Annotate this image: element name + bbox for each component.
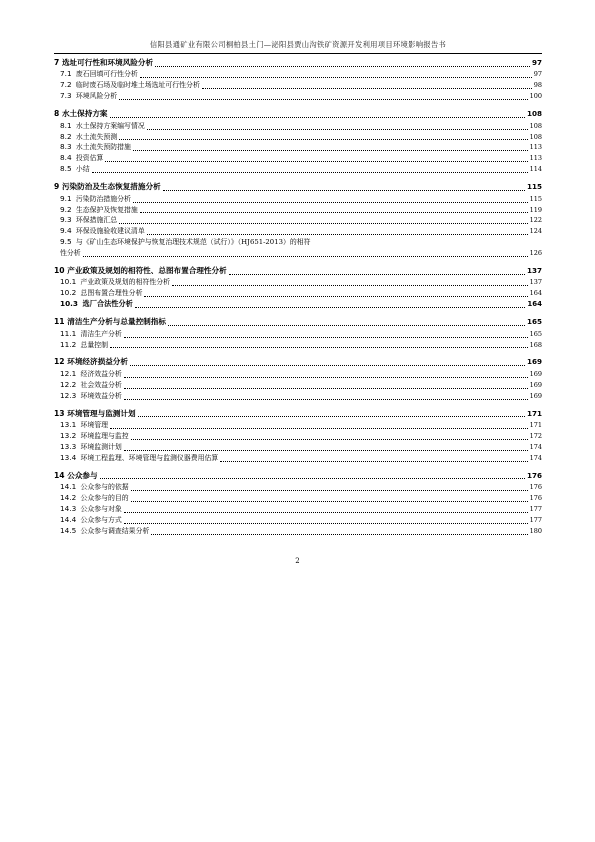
toc-section-13.4[interactable] [54, 453, 542, 464]
leader-dots [144, 296, 527, 297]
section-title: 环保措施汇总 [75, 216, 118, 225]
section-title-line2: 性分析 [60, 249, 81, 258]
toc-section-8.1[interactable] [54, 121, 542, 132]
leader-dots [229, 274, 525, 275]
section-page: 137 [529, 278, 542, 287]
section-number: 11.1 [60, 328, 77, 338]
section-page: 177 [529, 504, 542, 513]
section-label [60, 493, 129, 504]
leader-dots [168, 325, 525, 326]
leader-dots [131, 501, 528, 502]
section-title: 环境监测计划 [80, 442, 122, 451]
section-number: 12.2 [60, 379, 77, 389]
toc-section-7.3[interactable] [54, 91, 542, 102]
toc-chapter-12[interactable] [54, 356, 542, 369]
section-title: 选厂合法性分析 [82, 299, 133, 309]
section-page: 100 [529, 92, 542, 101]
chapter-title: 产业政策及规划的相符性、总图布置合理性分析 [67, 266, 227, 275]
section-title: 污染防治措施分析 [75, 194, 131, 203]
section-label [60, 329, 122, 340]
chapter-number: 7 [54, 58, 60, 67]
section-label [60, 91, 117, 102]
section-number: 14.2 [60, 493, 77, 503]
leader-dots [138, 416, 525, 417]
toc-section-9.3[interactable] [54, 215, 542, 226]
section-page: 165 [529, 329, 542, 338]
toc-section-10.1[interactable] [54, 278, 542, 289]
leader-dots [147, 234, 528, 235]
chapter-number: 14 [54, 470, 65, 480]
section-title: 水土流失预测 [75, 132, 118, 141]
chapter-page: 176 [526, 470, 542, 480]
chapter-title: 污染防治及生态恢复措施分析 [61, 182, 161, 192]
chapter-page: 165 [526, 317, 542, 327]
toc-chapter-7[interactable] [54, 57, 542, 70]
toc-section-9.5[interactable] [54, 237, 542, 259]
chapter-number: 13 [54, 408, 65, 418]
section-number: 12.1 [60, 368, 77, 378]
toc-section-9.4[interactable] [54, 226, 542, 237]
toc-section-7.2[interactable] [54, 80, 542, 91]
section-title: 环境监理与监控 [80, 432, 129, 440]
section-label [60, 380, 122, 391]
leader-dots [119, 223, 527, 224]
chapter-page: 115 [526, 182, 542, 192]
section-number: 14.1 [60, 482, 77, 492]
leader-dots [119, 139, 527, 140]
toc-chapter-9[interactable] [54, 181, 542, 194]
section-label [60, 299, 133, 310]
section-number: 9.2 [60, 204, 72, 214]
leader-dots [220, 461, 527, 462]
toc-section-12.1[interactable] [54, 369, 542, 380]
leader-dots [83, 256, 528, 257]
section-title: 小结 [75, 165, 90, 174]
section-label [60, 442, 122, 453]
section-page: 115 [529, 194, 542, 203]
section-title: 公众参与方式 [80, 515, 122, 524]
toc-section-8.2[interactable] [54, 132, 542, 143]
section-label [60, 515, 122, 526]
leader-dots [133, 150, 528, 151]
section-number: 14.5 [60, 525, 77, 535]
toc-chapter-11[interactable] [54, 316, 542, 329]
section-number: 14.4 [60, 514, 77, 524]
section-title: 总图布置合理性分析 [80, 289, 143, 298]
section-label [60, 391, 122, 402]
section-page: 126 [529, 249, 542, 258]
chapter-number: 11 [54, 317, 65, 327]
leader-dots [140, 212, 528, 213]
section-number: 9.4 [60, 226, 72, 236]
leader-dots [131, 439, 528, 440]
section-page: 176 [529, 483, 542, 492]
section-label [60, 69, 138, 80]
section-title: 环境风险分析 [75, 92, 118, 101]
section-label [60, 142, 131, 153]
section-page: 113 [529, 143, 542, 152]
section-page: 176 [529, 494, 542, 503]
chapter-number: 12 [54, 357, 65, 367]
section-page: 113 [529, 154, 542, 163]
chapter-title: 选址可行性和环境风险分析 [61, 58, 154, 67]
section-number: 7.3 [60, 91, 72, 101]
section-title: 水土保持方案编写情况 [75, 121, 145, 130]
section-label [60, 277, 170, 288]
running-header: 信阳县通矿业有限公司桐柏县土门—泌阳县贾山沟铁矿资源开发利用项目环境影响报告书 [149, 40, 447, 49]
chapter-label [54, 265, 227, 278]
toc-section-13.3[interactable] [54, 442, 542, 453]
leader-dots [131, 490, 528, 491]
section-page: 169 [529, 369, 542, 378]
leader-dots [100, 478, 525, 479]
toc-section-7.1[interactable] [54, 70, 542, 81]
toc-chapter-13[interactable] [54, 408, 542, 421]
section-page: 172 [529, 432, 542, 440]
section-number: 9.5 [60, 237, 72, 247]
section-label-line1 [60, 237, 542, 248]
leader-dots [140, 77, 532, 78]
section-page: 124 [529, 227, 542, 236]
leader-dots [92, 172, 528, 173]
section-title: 公众参与对象 [80, 504, 122, 513]
leader-dots [124, 388, 528, 389]
section-page: 164 [527, 300, 542, 309]
toc-section-14.1[interactable] [54, 482, 542, 493]
section-page: 169 [529, 391, 542, 400]
chapter-number: 9 [54, 182, 60, 192]
section-label [60, 453, 218, 464]
section-label [60, 80, 200, 91]
page-number: 2 [295, 557, 300, 565]
leader-dots [202, 88, 532, 89]
chapter-label [54, 181, 161, 194]
section-label [60, 205, 138, 216]
toc-section-8.4[interactable] [54, 153, 542, 164]
section-title: 产业政策及规划的相符性分析 [80, 278, 171, 287]
leader-dots [105, 161, 527, 162]
section-label [60, 164, 90, 175]
toc-section-10.2[interactable] [54, 288, 542, 299]
section-title: 清洁生产分析 [80, 329, 122, 338]
section-page: 119 [529, 205, 542, 214]
toc-section-14.2[interactable] [54, 493, 542, 504]
chapter-label [54, 408, 136, 421]
chapter-page: 108 [526, 109, 542, 119]
section-number: 7.1 [60, 69, 72, 79]
section-number: 13.4 [60, 452, 77, 462]
section-number: 8.3 [60, 142, 72, 152]
chapter-page: 171 [526, 408, 542, 418]
section-label [60, 431, 129, 442]
leader-dots [147, 129, 528, 130]
section-label [60, 226, 145, 237]
section-number: 11.2 [60, 339, 77, 349]
chapter-label [54, 316, 166, 329]
leader-dots [124, 337, 528, 338]
section-page: 177 [529, 515, 542, 524]
header-rule [54, 53, 542, 54]
section-number: 10.2 [60, 288, 77, 298]
section-page: 108 [529, 132, 542, 141]
leader-dots [155, 66, 530, 67]
chapter-page: 169 [526, 357, 542, 367]
section-label [60, 420, 108, 431]
toc-section-11.1[interactable] [54, 329, 542, 340]
leader-dots [110, 347, 528, 348]
chapter-number: 10 [54, 266, 65, 275]
section-title: 公众参与调查结果分析 [80, 526, 150, 535]
toc-section-8.5[interactable] [54, 164, 542, 175]
leader-dots [124, 399, 528, 400]
section-page: 98 [533, 81, 542, 90]
chapter-label [54, 108, 108, 121]
section-label [60, 369, 122, 380]
section-number: 9.3 [60, 215, 72, 225]
toc-section-8.3[interactable] [54, 142, 542, 153]
toc-section-13.1[interactable] [54, 420, 542, 431]
section-title: 水土流失预防措施 [75, 143, 131, 152]
section-label [60, 121, 145, 132]
leader-dots [124, 377, 528, 378]
section-page: 169 [529, 380, 542, 389]
toc-chapter-8[interactable] [54, 108, 542, 121]
section-page: 174 [529, 442, 542, 451]
section-number: 13.3 [60, 441, 77, 451]
section-page: 180 [529, 526, 542, 535]
chapter-label [54, 470, 98, 483]
section-title: 总量控制 [80, 340, 109, 349]
section-title: 公众参与的目的 [80, 494, 129, 503]
section-number: 8.1 [60, 120, 72, 130]
section-number: 13.2 [60, 431, 77, 440]
chapter-title: 清洁生产分析与总量控制指标 [67, 317, 166, 327]
leader-dots [133, 202, 528, 203]
toc-section-10.3[interactable] [54, 299, 542, 310]
chapter-title: 环境经济损益分析 [67, 357, 128, 367]
leader-dots [124, 523, 528, 524]
toc-section-9.2[interactable] [54, 205, 542, 216]
toc-section-13.2[interactable] [54, 431, 542, 442]
section-label [60, 288, 142, 299]
leader-dots [172, 285, 528, 286]
section-label [60, 132, 117, 143]
toc-section-11.2[interactable] [54, 340, 542, 351]
section-number: 12.3 [60, 390, 77, 400]
section-number: 13.1 [60, 420, 77, 430]
section-number: 10.1 [60, 277, 77, 287]
section-title: 经济效益分析 [80, 369, 122, 378]
section-page: 114 [529, 165, 542, 174]
section-page: 171 [529, 421, 542, 430]
chapter-title: 公众参与 [67, 470, 98, 480]
section-title: 投资估算 [75, 154, 104, 163]
section-page: 168 [529, 340, 542, 349]
section-title: 废石回填可行性分析 [75, 70, 138, 79]
leader-dots [110, 117, 525, 118]
section-number: 8.2 [60, 131, 72, 141]
section-title: 环境效益分析 [80, 391, 122, 400]
chapter-page: 97 [531, 58, 542, 67]
section-page: 164 [529, 289, 542, 298]
section-label-line2 [60, 248, 542, 259]
toc-section-12.2[interactable] [54, 380, 542, 391]
chapter-title: 水土保持方案 [61, 109, 108, 119]
chapter-page: 137 [526, 266, 542, 275]
section-label [60, 340, 108, 351]
section-page: 174 [529, 453, 542, 462]
leader-dots [151, 534, 527, 535]
leader-dots [124, 450, 528, 451]
section-title: 生态保护及恢复措施 [75, 205, 138, 214]
section-title-line1: 与《矿山生态环境保护与恢复治理技术规范（试行）》（HJ651-2013）的相符 [75, 238, 311, 247]
section-title: 社会效益分析 [80, 380, 122, 389]
toc-section-9.1[interactable] [54, 194, 542, 205]
section-title: 公众参与的依据 [80, 483, 129, 492]
section-number: 14.3 [60, 503, 77, 513]
section-title: 环境工程监理、环境管理与监测仪器费用估算 [80, 453, 219, 462]
leader-dots [130, 365, 525, 366]
toc-chapter-14[interactable] [54, 470, 542, 483]
section-label [60, 153, 103, 164]
section-number: 9.1 [60, 193, 72, 203]
leader-dots [124, 512, 528, 513]
toc-section-14.4[interactable] [54, 515, 542, 526]
toc-section-14.5[interactable] [54, 526, 542, 537]
toc-chapter-10[interactable] [54, 265, 542, 278]
leader-dots [119, 99, 527, 100]
section-page: 108 [529, 121, 542, 130]
section-label [60, 482, 129, 493]
leader-dots [110, 428, 528, 429]
leader-dots [135, 307, 526, 308]
chapter-label [54, 57, 153, 70]
section-number: 8.5 [60, 164, 72, 174]
toc-section-12.3[interactable] [54, 391, 542, 402]
section-label [60, 215, 117, 226]
section-number: 7.2 [60, 80, 72, 90]
chapter-label [54, 356, 128, 369]
section-label [60, 504, 122, 515]
leader-dots [163, 190, 525, 191]
table-of-contents [54, 57, 542, 537]
section-title: 环保设施验收建议清单 [75, 227, 145, 236]
chapter-title: 环境管理与监测计划 [67, 408, 136, 418]
section-page: 122 [529, 216, 542, 225]
section-label [60, 526, 149, 537]
section-number: 8.4 [60, 153, 72, 163]
chapter-number: 8 [54, 109, 60, 119]
section-number: 10.3 [60, 299, 79, 309]
section-page: 97 [533, 70, 542, 79]
section-title: 临时废石场及临时堆土场选址可行性分析 [75, 81, 200, 90]
section-label [60, 194, 131, 205]
section-title: 环境管理 [80, 421, 109, 430]
toc-section-14.3[interactable] [54, 504, 542, 515]
